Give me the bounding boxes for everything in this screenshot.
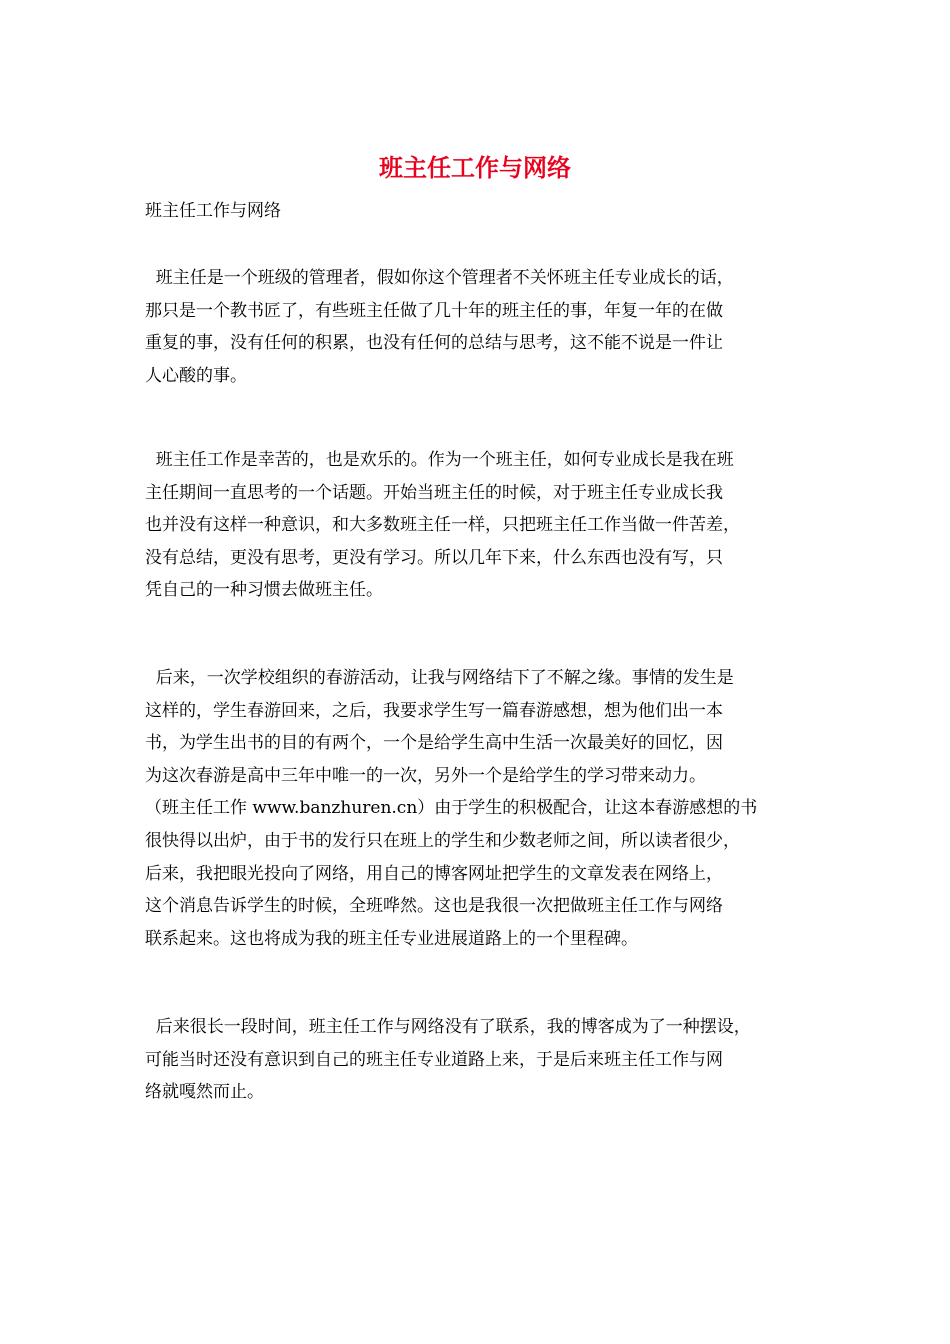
paragraph-line: 这样的，学生春游回来，之后，我要求学生写一篇春游感想，想为他们出一本 [145, 700, 723, 721]
paragraph-line: 主任期间一直思考的一个话题。开始当班主任的时候，对于班主任专业成长我 [145, 482, 723, 503]
paragraph-1 [145, 262, 835, 392]
paragraph-line: 班主任是一个班级的管理者，假如你这个管理者不关怀班主任专业成长的话， [145, 268, 734, 288]
paragraph-line: 后来很长一段时间，班主任工作与网络没有了联系，我的博客成为了一种摆设， [145, 1017, 751, 1037]
paragraph-line: 班主任工作是幸苦的，也是欢乐的。作为一个班主任，如何专业成长是我在班 [145, 450, 734, 470]
paragraph-line: 后来，我把眼光投向了网络，用自己的博客网址把学生的文章发表在网络上， [145, 863, 723, 884]
paragraph-line: 可能当时还没有意识到自己的班主任专业道路上来，于是后来班主任工作与网 [145, 1049, 723, 1070]
paragraph-line: 凭自己的一种习惯去做班主任。 [145, 580, 383, 601]
paragraph-line: 后来，一次学校组织的春游活动，让我与网络结下了不解之缘。事情的发生是 [145, 668, 734, 688]
paragraph-2 [145, 444, 835, 607]
paragraph-line: 重复的事，没有任何的积累，也没有任何的总结与思考，这不能不说是一件让 [145, 333, 723, 354]
paragraph-line: 为这次春游是高中三年中唯一的一次，另外一个是给学生的学习带来动力。 [145, 765, 706, 786]
paragraph-line: 这个消息告诉学生的时候，全班哗然。这也是我很一次把做班主任工作与网络 [145, 896, 723, 917]
paragraph-3 [145, 662, 835, 955]
paragraph-4 [145, 1011, 835, 1109]
document-subtitle: 班主任工作与网络 [145, 201, 281, 221]
paragraph-line: （班主任工作 www.banzhuren.cn）由于学生的积极配合，让这本春游感想的书 [145, 798, 758, 819]
document-title: 班主任工作与网络 [379, 153, 571, 182]
paragraph-line: 很快得以出炉，由于书的发行只在班上的学生和少数老师之间，所以读者很少， [145, 830, 740, 851]
paragraph-line: 那只是一个教书匠了，有些班主任做了几十年的班主任的事，年复一年的在做 [145, 300, 723, 321]
paragraph-line: 络就嘎然而止。 [145, 1082, 264, 1103]
paragraph-line: 没有总结，更没有思考，更没有学习。所以几年下来，什么东西也没有写，只 [145, 547, 723, 568]
paragraph-line: 也并没有这样一种意识，和大多数班主任一样，只把班主任工作当做一件苦差， [145, 515, 740, 536]
paragraph-line: 联系起来。这也将成为我的班主任专业进展道路上的一个里程碑。 [145, 928, 638, 949]
paragraph-line: 书，为学生出书的目的有两个，一个是给学生高中生活一次最美好的回忆，因 [145, 733, 723, 754]
paragraph-line: 人心酸的事。 [145, 365, 247, 386]
